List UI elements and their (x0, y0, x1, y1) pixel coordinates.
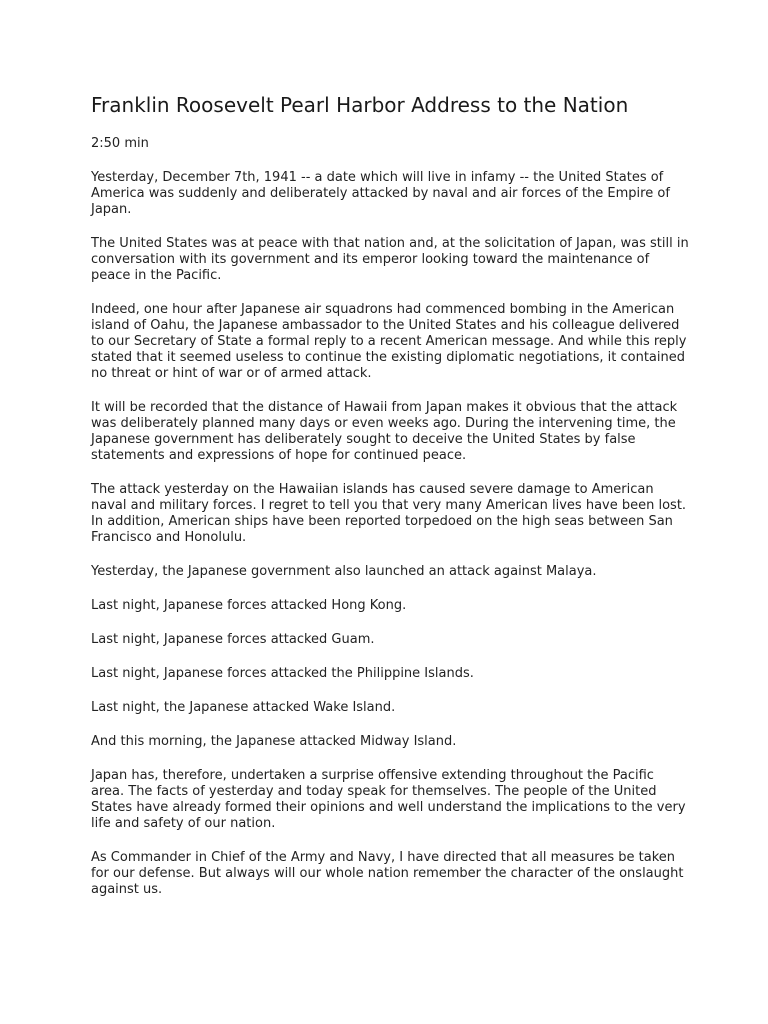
paragraph-11: And this morning, the Japanese attacked Midway Island. (91, 734, 457, 749)
paragraph-7: Last night, Japanese forces attacked Hong Kong. (91, 598, 407, 613)
paragraph-6: Yesterday, the Japanese government also launched an attack against Malaya. (91, 564, 597, 579)
document-title: Franklin Roosevelt Pearl Harbor Address to the Nation (91, 93, 629, 117)
paragraph-4: It will be recorded that the distance of Hawaii from Japan makes it obvious that the attack was deliberately planned many days or even weeks ago. During the intervening time, the Japanese government has deliberately sought to deceive the United States by false statements and expressions of hope for continued peace. (91, 400, 678, 463)
paragraph-13: As Commander in Chief of the Army and Navy, I have directed that all measures be taken for our defense. But always will our whole nation remember the character of the onslaught against us. (91, 850, 684, 897)
duration-label: 2:50 min (91, 136, 149, 151)
paragraph-8: Last night, Japanese forces attacked Guam. (91, 632, 375, 647)
paragraph-12: Japan has, therefore, undertaken a surprise offensive extending throughout the Pacific area. The facts of yesterday and today speak for themselves. The people of the United States have already formed their opinions and well understand the implications to the very life and safety of our nation. (91, 768, 686, 831)
paragraph-5: The attack yesterday on the Hawaiian islands has caused severe damage to American naval and military forces. I regret to tell you that very many American lives have been lost. In addition, American ships have been reported torpedoed on the high seas between San Francisco and Honolulu. (91, 482, 687, 545)
speech-body (91, 170, 691, 916)
paragraph-1: Yesterday, December 7th, 1941 -- a date which will live in infamy -- the United States of America was suddenly and deliberately attacked by naval and air forces of the Empire of Japan. (91, 170, 670, 217)
paragraph-2: The United States was at peace with that nation and, at the solicitation of Japan, was still in conversation with its government and its emperor looking toward the maintenance of peace in the Pacific. (91, 236, 689, 283)
paragraph-9: Last night, Japanese forces attacked the Philippine Islands. (91, 666, 474, 681)
paragraph-10: Last night, the Japanese attacked Wake Island. (91, 700, 396, 715)
paragraph-3: Indeed, one hour after Japanese air squadrons had commenced bombing in the American island of Oahu, the Japanese ambassador to the United States and his colleague delivered to our Secretary of State a formal reply to a recent American message. And while this reply stated that it seemed useless to continue the existing diplomatic negotiations, it contained no threat or hint of war or of armed attack. (91, 302, 687, 381)
